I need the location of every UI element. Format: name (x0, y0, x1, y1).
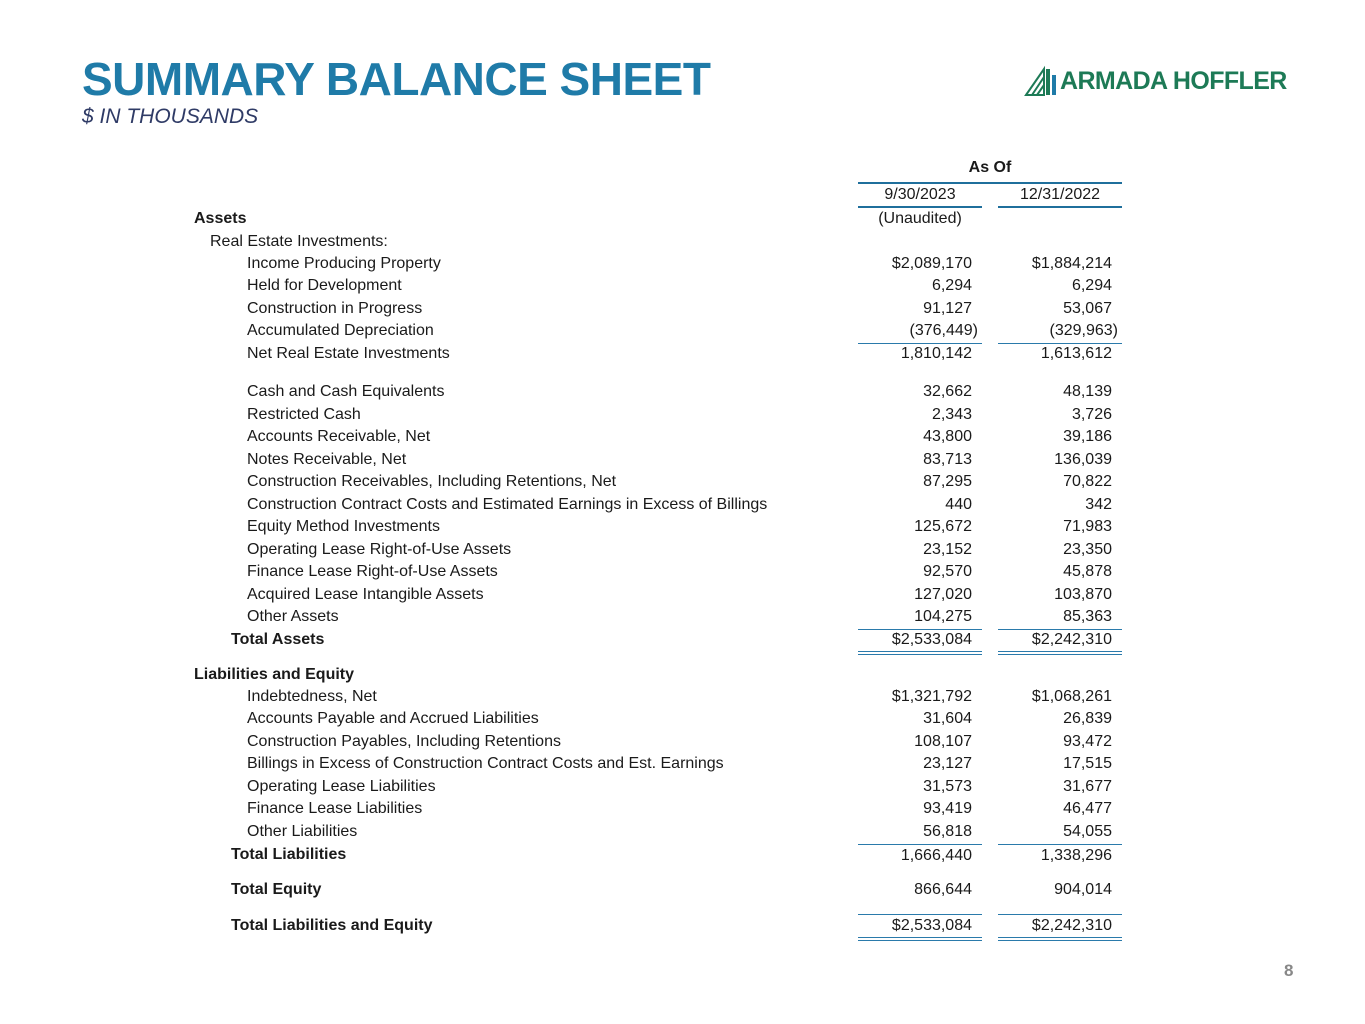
row-value-col2: 23,350 (1063, 541, 1112, 558)
table-row (0, 541, 1365, 563)
row-value-col2: 53,067 (1063, 300, 1112, 317)
net-rei-row (0, 345, 1365, 367)
table-row (0, 688, 1365, 710)
unaudited-note: (Unaudited) (878, 210, 962, 227)
row-label: Total Assets (231, 631, 325, 648)
total-assets-row (0, 631, 1365, 653)
row-label: Finance Lease Right-of-Use Assets (247, 563, 498, 580)
table-row (0, 322, 1365, 344)
table-row (0, 778, 1365, 800)
row-value-col1: 31,604 (923, 710, 972, 727)
row-value-col2: $2,242,310 (1031, 917, 1112, 934)
page-title: SUMMARY BALANCE SHEET (82, 53, 711, 105)
row-value-col1: 43,800 (923, 428, 972, 445)
total-liabilities-equity-row (0, 917, 1365, 939)
double-underline (858, 651, 982, 652)
row-label: Finance Lease Liabilities (247, 800, 423, 817)
row-label: Notes Receivable, Net (247, 451, 407, 468)
row-value-col2: $2,242,310 (1031, 631, 1112, 648)
row-label: Construction Payables, Including Retentions (247, 733, 561, 750)
row-value-col1: 93,419 (923, 800, 972, 817)
row-label: Other Assets (247, 608, 339, 625)
row-value-col2: 1,338,296 (1040, 847, 1112, 864)
row-value-col2: 39,186 (1063, 428, 1112, 445)
row-value-col1: 83,713 (923, 451, 972, 468)
table-row (0, 300, 1365, 322)
row-value-col1: $2,533,084 (891, 917, 972, 934)
col2-header-underline (998, 206, 1122, 208)
row-value-col2: 31,677 (1063, 778, 1112, 795)
row-value-col2: (329,963) (1049, 322, 1118, 339)
row-label: Total Liabilities and Equity (231, 917, 433, 934)
row-value-col1: $2,089,170 (891, 255, 972, 272)
assets-heading-row (0, 210, 1365, 232)
as-of-header: As Of (968, 159, 1012, 176)
row-value-col1: 31,573 (923, 778, 972, 795)
column-header-9-30-2023: 9/30/2023 (884, 186, 956, 203)
double-underline (998, 940, 1122, 941)
row-label: Indebtedness, Net (247, 688, 377, 705)
table-row (0, 608, 1365, 630)
table-row (0, 277, 1365, 299)
row-label: Operating Lease Liabilities (247, 778, 436, 795)
row-value-col2: 17,515 (1063, 755, 1112, 772)
row-value-col2: 26,839 (1063, 710, 1112, 727)
liabilities-heading: Liabilities and Equity (194, 666, 355, 683)
row-value-col1: $2,533,084 (891, 631, 972, 648)
row-value-col1: 127,020 (914, 586, 972, 603)
row-value-col2: 71,983 (1063, 518, 1112, 535)
double-underline (858, 937, 982, 938)
row-label: Equity Method Investments (247, 518, 440, 535)
table-row (0, 755, 1365, 777)
row-value-col2: 45,878 (1063, 563, 1112, 580)
table-row (0, 496, 1365, 518)
subtotal-rule (858, 844, 982, 845)
row-label: Other Liabilities (247, 823, 358, 840)
table-row (0, 563, 1365, 585)
total-equity-row (0, 881, 1365, 903)
table-row (0, 255, 1365, 277)
rei-heading-row (0, 233, 1365, 255)
row-value-col1: 23,127 (923, 755, 972, 772)
double-underline (858, 940, 982, 941)
liabilities-heading-row (0, 666, 1365, 688)
row-value-col1: 866,644 (914, 881, 972, 898)
total-liabilities-row (0, 846, 1365, 868)
col1-header-underline (858, 206, 982, 208)
subtotal-rule (998, 343, 1122, 344)
row-value-col2: 1,613,612 (1040, 345, 1112, 362)
row-value-col1: (376,449) (909, 322, 978, 339)
page-subtitle: $ IN THOUSANDS (82, 105, 259, 128)
row-value-col2: 136,039 (1054, 451, 1112, 468)
row-value-col1: 2,343 (931, 406, 972, 423)
table-row (0, 518, 1365, 540)
row-value-col2: 342 (1085, 496, 1112, 513)
row-value-col2: 103,870 (1054, 586, 1112, 603)
table-row (0, 383, 1365, 405)
page-number: 8 (1284, 961, 1294, 980)
row-label: Net Real Estate Investments (247, 345, 450, 362)
row-label: Construction in Progress (247, 300, 423, 317)
row-label: Construction Contract Costs and Estimated Earnings in Excess of Billings (247, 496, 768, 513)
subtotal-rule (998, 844, 1122, 845)
row-value-col2: 70,822 (1063, 473, 1112, 490)
row-value-col2: 3,726 (1071, 406, 1112, 423)
rei-heading: Real Estate Investments: (210, 233, 388, 250)
subtotal-rule (998, 629, 1122, 630)
company-logo (1024, 64, 1287, 98)
subtotal-rule (998, 914, 1122, 915)
row-label: Total Equity (231, 881, 322, 898)
row-label: Accounts Receivable, Net (247, 428, 431, 445)
row-label: Acquired Lease Intangible Assets (247, 586, 484, 603)
assets-heading: Assets (194, 210, 247, 227)
table-row (0, 473, 1365, 495)
table-row (0, 710, 1365, 732)
logo-text: ARMADA HOFFLER (1060, 66, 1287, 95)
row-value-col1: 1,666,440 (900, 847, 972, 864)
row-value-col2: 93,472 (1063, 733, 1112, 750)
armada-hoffler-logo-icon (1024, 65, 1058, 97)
row-label: Accumulated Depreciation (247, 322, 434, 339)
row-value-col2: $1,068,261 (1031, 688, 1112, 705)
subtotal-rule (858, 629, 982, 630)
row-value-col2: 85,363 (1063, 608, 1112, 625)
row-value-col1: 32,662 (923, 383, 972, 400)
row-label: Operating Lease Right-of-Use Assets (247, 541, 512, 558)
row-label: Cash and Cash Equivalents (247, 383, 445, 400)
row-value-col1: 125,672 (914, 518, 972, 535)
row-value-col1: 1,810,142 (900, 345, 972, 362)
row-value-col1: 104,275 (914, 608, 972, 625)
double-underline (998, 654, 1122, 655)
row-value-col1: 23,152 (923, 541, 972, 558)
row-label: Restricted Cash (247, 406, 361, 423)
row-value-col1: 87,295 (923, 473, 972, 490)
column-header-12-31-2022: 12/31/2022 (1019, 186, 1101, 203)
table-row (0, 733, 1365, 755)
double-underline (998, 937, 1122, 938)
row-label: Accounts Payable and Accrued Liabilities (247, 710, 539, 727)
row-value-col2: 46,477 (1063, 800, 1112, 817)
row-value-col2: $1,884,214 (1031, 255, 1112, 272)
row-value-col2: 6,294 (1071, 277, 1112, 294)
row-value-col2: 48,139 (1063, 383, 1112, 400)
row-value-col1: 91,127 (923, 300, 972, 317)
table-row (0, 586, 1365, 608)
row-value-col1: 440 (945, 496, 972, 513)
row-label: Construction Receivables, Including Retentions, Net (247, 473, 617, 490)
table-row (0, 406, 1365, 428)
row-label: Income Producing Property (247, 255, 441, 272)
subtotal-rule (858, 914, 982, 915)
table-row (0, 451, 1365, 473)
table-row (0, 800, 1365, 822)
row-label: Total Liabilities (231, 846, 347, 863)
header-rule (858, 182, 1122, 184)
double-underline (858, 654, 982, 655)
table-row (0, 428, 1365, 450)
table-row (0, 823, 1365, 845)
row-value-col1: 92,570 (923, 563, 972, 580)
row-label: Held for Development (247, 277, 402, 294)
row-value-col1: 56,818 (923, 823, 972, 840)
subtotal-rule (858, 343, 982, 344)
row-value-col1: 108,107 (914, 733, 972, 750)
double-underline (998, 651, 1122, 652)
row-value-col2: 904,014 (1054, 881, 1112, 898)
row-value-col1: $1,321,792 (891, 688, 972, 705)
row-value-col1: 6,294 (931, 277, 972, 294)
row-value-col2: 54,055 (1063, 823, 1112, 840)
row-label: Billings in Excess of Construction Contract Costs and Est. Earnings (247, 755, 724, 772)
